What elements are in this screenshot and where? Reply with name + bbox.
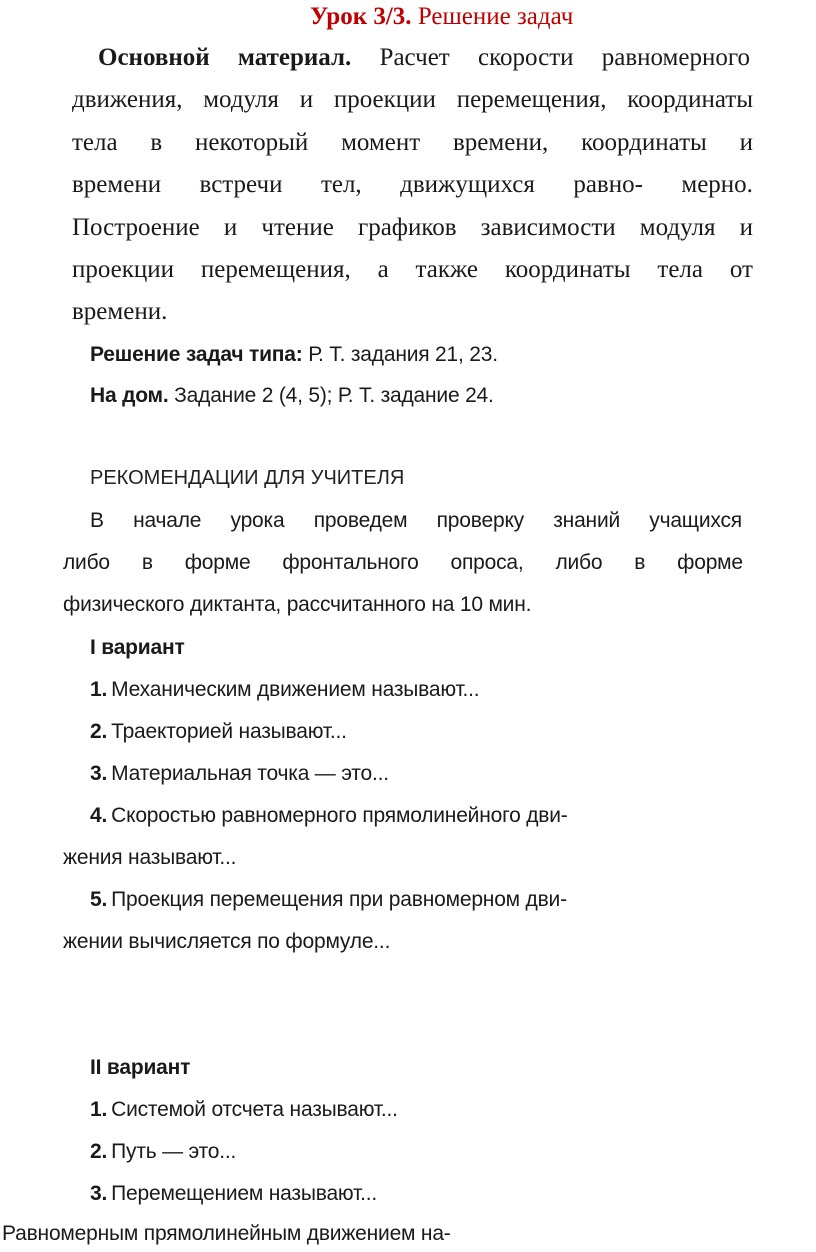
main-material-label-word-1: Основной [98,44,210,71]
text-word: модуля [639,214,716,241]
homework-text: Задание 2 (4, 5); Р. Т. задание 24. [174,384,494,407]
text-word: форме [677,551,743,574]
variant-1-item-4-cont: жения называют... [63,846,237,869]
text-word: либо [63,551,110,574]
text-word: В [90,509,104,532]
main-material-line-6 [72,255,753,285]
item-text: Механическим движением называют... [111,678,480,701]
text-word: времени, [452,129,549,156]
item-number: 4. [90,804,108,827]
solving-text: Р. Т. задания 21, 23. [308,343,498,366]
main-material-line-4 [72,170,753,200]
text-word: мерно. [681,171,753,198]
text-word: начале [133,509,202,532]
text-word: и [223,214,238,241]
solving-line [90,340,498,370]
text-word: встречи [199,171,283,198]
item-text: Путь — это... [111,1140,237,1163]
variant-2-label: II вариант [90,1056,191,1079]
text-word: тел, [320,171,362,198]
text-word: скорости [478,44,574,71]
variant-2-trailing-line: Равномерным прямолинейным движением на- [2,1222,451,1245]
text-word: в [150,129,163,156]
main-material-line-7: времени. [72,298,168,325]
text-word: проведем [313,509,408,532]
text-word: движения, [72,86,183,113]
item-text: Траекторией называют... [111,720,347,743]
item-text: Материальная точка — это... [111,762,389,785]
variant-1-label: I вариант [90,636,185,659]
text-word: учащихся [649,509,742,532]
text-word: в [141,551,153,574]
lesson-topic: Решение задач [417,3,574,30]
item-number: 2. [90,720,108,743]
text-word: в [634,551,646,574]
item-text: Проекция перемещения при равномерном дви- [111,888,567,911]
lesson-number: Урок 3/3. [310,3,412,30]
variant-2-item-2 [90,1137,236,1167]
text-word: и [739,214,753,241]
text-word: координаты [581,129,707,156]
text-word: равномерного [601,44,750,71]
text-word: также [415,256,479,283]
homework-line [90,381,494,411]
text-word: чтение [261,214,334,241]
item-text: Перемещением называют... [111,1182,378,1205]
variant-2-item-3 [90,1179,377,1209]
page-title [310,2,573,32]
variant-1-item-4 [90,801,568,831]
text-word: перемещения, [200,256,351,283]
text-word: графиков [357,214,457,241]
text-word: проекции [333,86,436,113]
variant-2-item-1 [90,1095,398,1125]
item-number: 1. [90,1098,108,1121]
text-word: тела [72,129,118,156]
text-word: момент [341,129,421,156]
text-word: знаний [553,509,621,532]
item-number: 3. [90,762,108,785]
text-word: Построение [72,214,200,241]
main-material-label-word-2: материал. [237,44,352,71]
text-word: фронтального [282,551,419,574]
text-word: координаты [627,86,753,113]
text-word: равно- [573,171,643,198]
text-word: модуля [203,86,279,113]
text-word: от [729,256,753,283]
text-word: Расчет [379,44,450,71]
main-material-line-5 [72,213,753,243]
text-word: опроса, [450,551,524,574]
text-word: движущихся [400,171,535,198]
variant-1-item-1 [90,675,479,705]
recommendations-line-1 [90,506,742,536]
main-material-line-3 [72,128,753,158]
item-number: 1. [90,678,108,701]
item-number: 3. [90,1182,108,1205]
variant-1-item-5 [90,885,567,915]
text-word: зависимости [480,214,616,241]
text-word: проекции [72,256,175,283]
text-word: и [299,86,314,113]
text-word: перемещения, [456,86,607,113]
recommendations-line-3: физического диктанта, рассчитанного на 10 мин. [63,593,532,616]
variant-1-item-3 [90,759,389,789]
text-word: некоторый [195,129,309,156]
text-word: времени [72,171,162,198]
homework-label: На дом. [90,384,169,407]
main-material-line-2 [72,85,753,115]
variant-1-item-5-cont: жении вычисляется по формуле... [63,930,391,953]
text-word: проверку [436,509,524,532]
variant-1-item-2 [90,717,347,747]
item-number: 5. [90,888,108,911]
item-number: 2. [90,1140,108,1163]
text-word: тела [657,256,703,283]
text-word: и [739,129,753,156]
main-material-line-1 [98,43,750,73]
text-word: координаты [504,256,631,283]
text-word: форме [184,551,251,574]
text-word: а [377,256,389,283]
recommendations-line-2 [63,548,743,578]
text-word: либо [555,551,603,574]
item-text: Скоростью равномерного прямолинейного дви- [111,804,568,827]
item-text: Системой отсчета называют... [111,1098,398,1121]
text-word: урока [230,509,285,532]
recommendations-heading: РЕКОМЕНДАЦИИ ДЛЯ УЧИТЕЛЯ [90,467,405,489]
solving-label: Решение задач типа: [90,343,303,366]
